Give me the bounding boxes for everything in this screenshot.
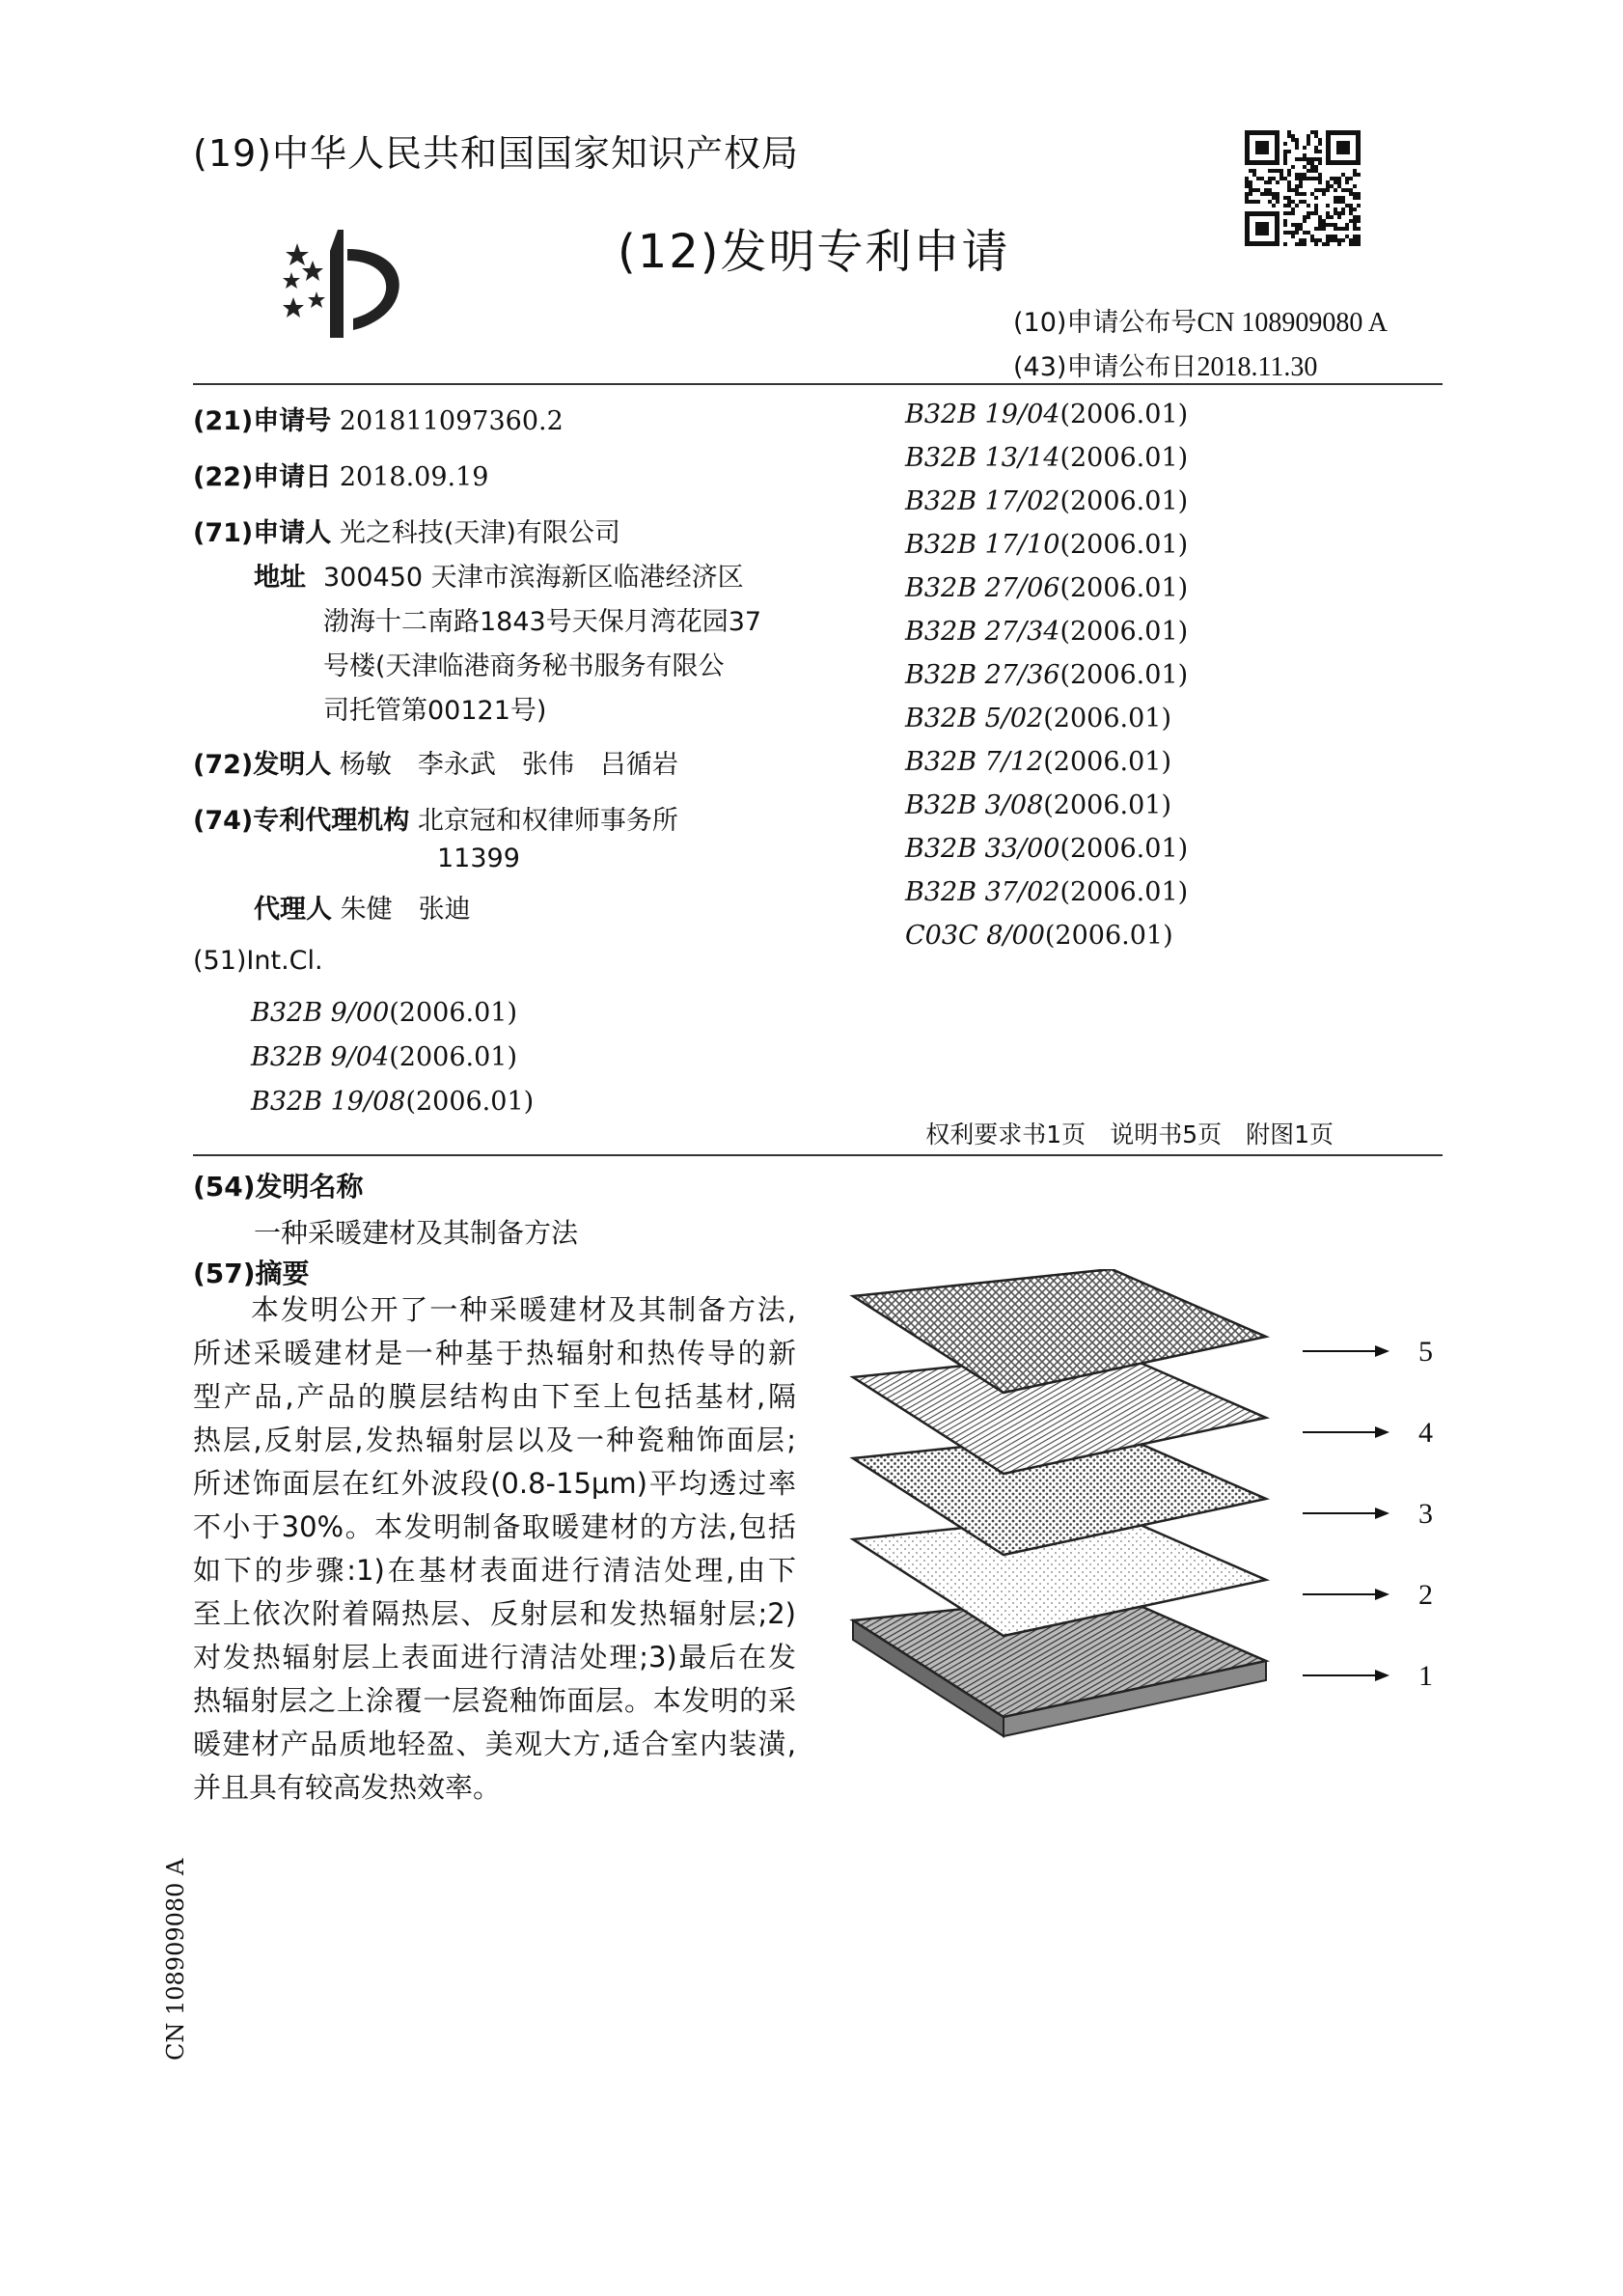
ipc-version: (2006.01) <box>1044 921 1173 951</box>
publication-date-row <box>1013 346 1317 383</box>
ipc-code: B32B 17/02 <box>905 486 1060 516</box>
layer-label: 2 <box>1418 1579 1433 1611</box>
ipc-classification <box>905 834 1188 864</box>
agency-code: 11399 <box>437 844 520 873</box>
abstract-line: 至上依次附着隔热层、反射层和发热辐射层;2) <box>193 1597 796 1630</box>
abstract-line: 所述采暖建材是一种基于热辐射和热传导的新 <box>193 1337 796 1369</box>
ipc-classification <box>905 400 1188 429</box>
abstract-line: 本发明公开了一种采暖建材及其制备方法, <box>251 1293 796 1326</box>
ipc-classification <box>905 573 1188 603</box>
layer-label: 1 <box>1418 1660 1433 1692</box>
ipc-code: B32B 17/10 <box>905 530 1060 560</box>
abstract-text <box>193 1288 796 1810</box>
ipc-classification <box>905 486 1188 516</box>
ipc-code: B32B 33/00 <box>905 834 1060 864</box>
ipc-classification <box>905 747 1171 777</box>
layer-label: 4 <box>1418 1417 1433 1449</box>
ipc-code: B32B 9/00 <box>251 998 390 1028</box>
ipc-code: B32B 27/34 <box>905 617 1060 647</box>
header-divider <box>193 383 1443 385</box>
abstract-line: 对发热辐射层上表面进行清洁处理;3)最后在发 <box>193 1641 796 1674</box>
publication-number-label: (10)申请公布号 <box>1013 308 1197 338</box>
application-number-label: (21)申请号 <box>193 406 332 436</box>
ipc-version: (2006.01) <box>1059 486 1189 516</box>
arrow-head-icon <box>1375 1508 1389 1519</box>
publication-number-row <box>1013 301 1388 339</box>
issuing-office: (19)中华人民共和国国家知识产权局 <box>193 132 800 175</box>
application-date: 2018.09.19 <box>339 462 489 492</box>
ipc-version: (2006.01) <box>389 998 517 1028</box>
star-3 <box>302 261 323 281</box>
emblem-mark <box>330 230 344 338</box>
abstract-label: (57)摘要 <box>193 1258 310 1289</box>
ipc-code: B32B 13/14 <box>905 443 1060 473</box>
ipc-classification <box>251 998 517 1028</box>
arrow-head-icon <box>1375 1345 1389 1357</box>
cnipa-emblem-logo <box>270 222 425 343</box>
invention-title: 一种采暖建材及其制备方法 <box>254 1217 579 1249</box>
ipc-code: B32B 19/08 <box>251 1087 406 1117</box>
ipc-classification <box>905 877 1188 907</box>
emblem-mark-arc <box>347 249 399 330</box>
ipc-version: (2006.01) <box>1059 617 1189 647</box>
publication-number: CN 108909080 A <box>1197 308 1389 338</box>
address-line: 司托管第00121号) <box>323 696 547 726</box>
ipc-code: C03C 8/00 <box>905 921 1045 951</box>
ipc-version: (2006.01) <box>405 1087 535 1117</box>
application-date-field <box>193 456 488 493</box>
ipc-classification <box>905 790 1171 820</box>
agency-label: (74)专利代理机构 <box>193 806 410 836</box>
layer-label: 3 <box>1418 1498 1433 1530</box>
intcl-label: (51)Int.Cl. <box>193 946 323 976</box>
abstract-line: 所述饰面层在红外波段(0.8-15μm)平均透过率 <box>193 1467 796 1500</box>
ipc-version: (2006.01) <box>389 1042 517 1072</box>
ipc-code: B32B 37/02 <box>905 877 1060 907</box>
ipc-version: (2006.01) <box>1059 400 1189 429</box>
agency-name: 北京冠和权律师事务所 <box>417 806 678 836</box>
address-field <box>254 556 306 594</box>
ipc-version: (2006.01) <box>1043 704 1171 733</box>
agents: 朱健 张迪 <box>340 895 471 925</box>
ipc-version: (2006.01) <box>1043 790 1171 820</box>
publication-date: 2018.11.30 <box>1197 352 1318 382</box>
layer-structure-figure <box>849 1269 1447 1781</box>
ipc-classification <box>251 1042 517 1072</box>
address-line: 300450 天津市滨海新区临港经济区 <box>323 563 744 593</box>
ipc-classification <box>905 443 1188 473</box>
ipc-classification <box>905 704 1171 733</box>
application-number: 201811097360.2 <box>339 406 564 436</box>
document-type: (12)发明专利申请 <box>618 225 1010 279</box>
ipc-code: B32B 27/36 <box>905 660 1060 690</box>
star-4 <box>283 297 304 318</box>
ipc-version: (2006.01) <box>1043 747 1171 777</box>
abstract-line: 热辐射层之上涂覆一层瓷釉饰面层。本发明的采 <box>193 1684 796 1717</box>
ipc-classification <box>905 530 1188 560</box>
ipc-code: B32B 19/04 <box>905 400 1060 429</box>
ipc-classification <box>905 617 1188 647</box>
ipc-code: B32B 5/02 <box>905 704 1044 733</box>
application-number-field <box>193 400 564 437</box>
arrow-head-icon <box>1375 1426 1389 1438</box>
page-counts: 权利要求书1页 说明书5页 附图1页 <box>925 1120 1334 1148</box>
side-publication-number: CN 108909080 A <box>162 1858 189 2061</box>
applicant-label: (71)申请人 <box>193 518 332 548</box>
star-2 <box>283 272 300 289</box>
layer-label: 5 <box>1418 1336 1433 1368</box>
ipc-version: (2006.01) <box>1059 834 1189 864</box>
address-line: 号楼(天津临港商务秘书服务有限公 <box>323 651 725 681</box>
abstract-line: 如下的步骤:1)在基材表面进行清洁处理,由下 <box>193 1554 796 1587</box>
agency-field <box>193 799 678 837</box>
inventors: 杨敏 李永武 张伟 吕循岩 <box>339 750 678 780</box>
ipc-version: (2006.01) <box>1059 530 1189 560</box>
applicant-name: 光之科技(天津)有限公司 <box>339 518 620 548</box>
ipc-version: (2006.01) <box>1059 660 1189 690</box>
ipc-code: B32B 7/12 <box>905 747 1044 777</box>
ipc-version: (2006.01) <box>1059 443 1189 473</box>
publication-date-label: (43)申请公布日 <box>1013 352 1197 382</box>
abstract-line: 暖建材产品质地轻盈、美观大方,适合室内装潢, <box>193 1728 796 1760</box>
ipc-classification <box>251 1087 534 1117</box>
ipc-version: (2006.01) <box>1059 573 1189 603</box>
agent-field <box>254 888 471 926</box>
biblio-divider <box>193 1154 1443 1156</box>
inventors-field <box>193 743 678 781</box>
star-1 <box>286 243 309 265</box>
star-5 <box>308 291 325 308</box>
layer-1 <box>853 1593 1433 1736</box>
title-label: (54)发明名称 <box>193 1171 364 1203</box>
abstract-line: 不小于30%。本发明制备取暖建材的方法,包括 <box>193 1510 796 1543</box>
ipc-code: B32B 9/04 <box>251 1042 390 1072</box>
address-label: 地址 <box>254 563 306 593</box>
inventors-label: (72)发明人 <box>193 750 332 780</box>
ipc-classification <box>905 921 1173 951</box>
qr-code-icon[interactable] <box>1245 130 1361 246</box>
agent-label: 代理人 <box>254 895 332 925</box>
arrow-head-icon <box>1375 1670 1389 1681</box>
arrow-head-icon <box>1375 1589 1389 1600</box>
abstract-line: 并且具有较高发热效率。 <box>193 1771 502 1804</box>
abstract-line: 型产品,产品的膜层结构由下至上包括基材,隔 <box>193 1380 796 1413</box>
abstract-line: 热层,反射层,发热辐射层以及一种瓷釉饰面层; <box>193 1424 796 1456</box>
applicant-field <box>193 512 620 549</box>
ipc-version: (2006.01) <box>1059 877 1189 907</box>
address-line: 渤海十二南路1843号天保月湾花园37 <box>323 607 762 637</box>
ipc-code: B32B 27/06 <box>905 573 1060 603</box>
application-date-label: (22)申请日 <box>193 462 332 492</box>
ipc-code: B32B 3/08 <box>905 790 1044 820</box>
ipc-classification <box>905 660 1188 690</box>
